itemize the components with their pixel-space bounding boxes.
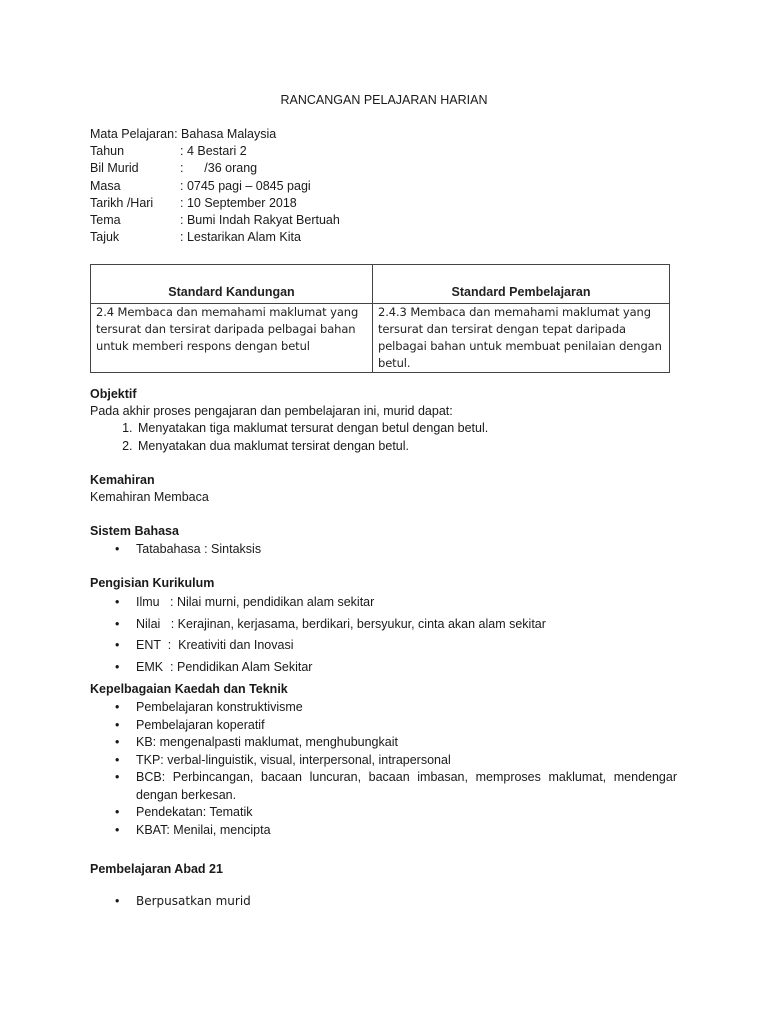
sistem-bahasa-heading: Sistem Bahasa [90, 524, 179, 538]
pengisian-kurikulum-heading: Pengisian Kurikulum [90, 576, 215, 590]
pengisian-kurikulum-list [90, 594, 677, 680]
info-label: Masa [90, 178, 121, 193]
objektif-heading: Objektif [90, 387, 137, 401]
list-item: 1. Menyatakan tiga maklumat tersurat dengan betul dengan betul. [136, 420, 488, 438]
info-row [90, 160, 340, 177]
bullet-icon: • [115, 735, 120, 749]
info-row [90, 229, 340, 246]
info-row [90, 195, 340, 212]
list-item-text: Pembelajaran konstruktivisme [136, 700, 303, 714]
list-item-text: EMK : Pendidikan Alam Sekitar [136, 659, 313, 674]
sistem-bahasa-list [90, 541, 677, 559]
header-standard-pembelajaran: Standard Pembelajaran [373, 265, 670, 304]
objektif-intro: Pada akhir proses pengajaran dan pembelajaran ini, murid dapat: [90, 404, 453, 418]
standards-table [90, 264, 670, 373]
bullet-icon: • [115, 700, 120, 714]
list-item-text: Berpusatkan murid [136, 894, 251, 908]
list-item [115, 637, 677, 655]
info-value: : 10 September 2018 [180, 195, 297, 210]
info-label: Mata Pelajaran: [90, 127, 178, 141]
list-item-text: Tatabahasa : Sintaksis [136, 542, 262, 556]
info-label: Tajuk [90, 230, 120, 245]
abad21-list [90, 893, 677, 911]
info-row [90, 143, 340, 160]
list-item [115, 541, 677, 559]
header-standard-kandungan: Standard Kandungan [91, 265, 373, 304]
kaedah-teknik-list [90, 699, 677, 839]
list-item [115, 717, 677, 735]
bullet-icon: • [115, 595, 120, 609]
info-row [90, 212, 340, 229]
info-value: : Lestarikan Alam Kita [180, 230, 301, 245]
kemahiran-text: Kemahiran Membaca [90, 490, 209, 504]
info-value: : 0745 pagi – 0845 pagi [180, 178, 311, 193]
info-label: Tema [90, 212, 121, 227]
bullet-icon: • [115, 717, 120, 732]
standards-row [91, 304, 670, 373]
info-row [90, 178, 340, 195]
info-value: : Bumi Indah Rakyat Bertuah [180, 212, 340, 227]
objektif-list [90, 420, 488, 455]
list-item [115, 752, 677, 770]
list-item-text: Pendekatan: Tematik [136, 805, 253, 819]
standard-kandungan-cell: 2.4 Membaca dan memahami maklumat yang tersurat dan tersirat daripada pelbagai bahan untuk memberi respons dengan betul [91, 304, 373, 373]
standard-pembelajaran-cell: 2.4.3 Membaca dan memahami maklumat yang tersurat dan tersirat dengan tepat daripada pelbagai bahan untuk membuat penilaian dengan betul. [373, 304, 670, 373]
list-item [115, 893, 677, 911]
list-item-text: Ilmu : Nilai murni, pendidikan alam sekitar [136, 595, 375, 609]
bullet-icon: • [115, 805, 120, 819]
bullet-icon: • [115, 659, 120, 674]
list-item-text: TKP: verbal-linguistik, visual, interpersonal, intrapersonal [136, 752, 451, 767]
document-title: RANCANGAN PELAJARAN HARIAN [280, 93, 488, 107]
list-item [115, 659, 677, 677]
bullet-icon: • [115, 542, 120, 556]
list-item-text: KBAT: Menilai, mencipta [136, 822, 271, 837]
list-item [115, 769, 677, 804]
info-value: : /36 orang [180, 161, 258, 176]
info-label: Tahun [90, 144, 125, 159]
abad21-heading: Pembelajaran Abad 21 [90, 862, 223, 876]
list-item [115, 616, 677, 634]
bullet-icon: • [115, 822, 120, 837]
list-item: 2. Menyatakan dua maklumat tersirat dengan betul. [136, 438, 488, 456]
kaedah-teknik-heading: Kepelbagaian Kaedah dan Teknik [90, 682, 288, 696]
info-value: : 4 Bestari 2 [180, 144, 247, 159]
list-item-text: BCB: Perbincangan, bacaan luncuran, bacaan imbasan, memproses maklumat, mendengar dengan berkesan. [136, 770, 677, 802]
lesson-info [90, 126, 340, 246]
list-item-text: Nilai : Kerajinan, kerjasama, berdikari, bersyukur, cinta akan alam sekitar [136, 616, 546, 631]
list-item-text: Pembelajaran koperatif [136, 717, 265, 732]
list-item [115, 822, 677, 840]
info-label: Tarikh /Hari [90, 195, 154, 210]
list-item-text: KB: mengenalpasti maklumat, menghubungkait [136, 735, 398, 749]
bullet-icon: • [115, 638, 120, 652]
list-item [115, 594, 677, 612]
list-item [115, 734, 677, 752]
kemahiran-heading: Kemahiran [90, 473, 155, 487]
bullet-icon: • [115, 894, 120, 908]
standards-header-row [91, 265, 670, 304]
info-label: Bil Murid [90, 161, 139, 176]
list-item-text: ENT : Kreativiti dan Inovasi [136, 638, 294, 652]
list-item [115, 699, 677, 717]
list-item [115, 804, 677, 822]
info-value: Bahasa Malaysia [177, 127, 277, 141]
bullet-icon: • [115, 752, 120, 767]
bullet-icon: • [115, 770, 120, 784]
info-row [90, 126, 340, 143]
bullet-icon: • [115, 616, 120, 631]
